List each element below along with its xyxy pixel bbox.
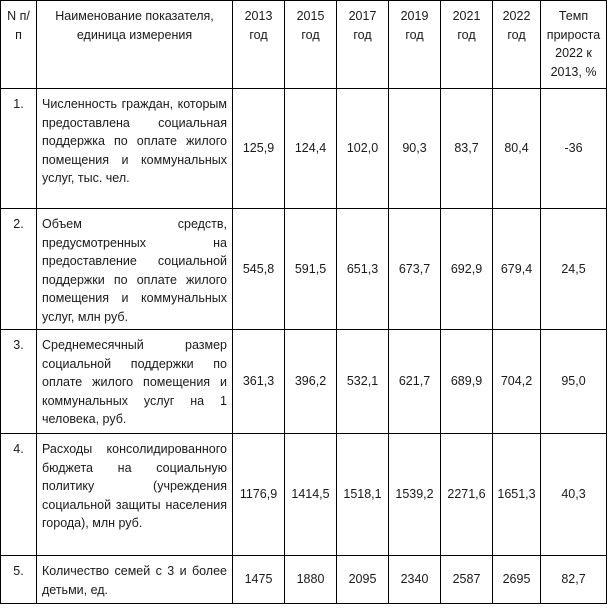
- header-growth: Темп прироста 2022 к 2013, %: [541, 1, 607, 89]
- value-2019: 1539,2: [389, 434, 441, 556]
- row-number: 5.: [1, 556, 37, 604]
- value-2017: 651,3: [337, 209, 389, 330]
- header-2013: 2013 год: [233, 1, 285, 89]
- indicator-name: Численность граждан, которым предоставлена социальная поддержка по оплате жилого помещения и коммунальных услуг, тыс. чел.: [37, 89, 233, 209]
- header-2017: 2017 год: [337, 1, 389, 89]
- value-2021: 689,9: [441, 330, 493, 434]
- value-2017: 102,0: [337, 89, 389, 209]
- value-2013: 125,9: [233, 89, 285, 209]
- indicator-name: Количество семей с 3 и более детьми, ед.: [37, 556, 233, 604]
- value-2013: 1176,9: [233, 434, 285, 556]
- header-2021: 2021 год: [441, 1, 493, 89]
- row-number: 2.: [1, 209, 37, 330]
- value-2015: 1880: [285, 556, 337, 604]
- table-row: [1, 434, 607, 556]
- value-2019: 90,3: [389, 89, 441, 209]
- value-2019: 2340: [389, 556, 441, 604]
- row-number: 1.: [1, 89, 37, 209]
- value-2021: 692,9: [441, 209, 493, 330]
- value-2022: 1651,3: [493, 434, 541, 556]
- value-2019: 673,7: [389, 209, 441, 330]
- value-2022: 80,4: [493, 89, 541, 209]
- table-row: [1, 89, 607, 209]
- value-2021: 83,7: [441, 89, 493, 209]
- value-growth: 40,3: [541, 434, 607, 556]
- value-2017: 2095: [337, 556, 389, 604]
- value-growth: -36: [541, 89, 607, 209]
- table-row: [1, 330, 607, 434]
- value-2021: 2271,6: [441, 434, 493, 556]
- row-number: 4.: [1, 434, 37, 556]
- header-2019: 2019 год: [389, 1, 441, 89]
- table-row: [1, 209, 607, 330]
- value-2017: 532,1: [337, 330, 389, 434]
- header-name: Наименование показателя, единица измерения: [37, 1, 233, 89]
- value-growth: 82,7: [541, 556, 607, 604]
- value-2015: 1414,5: [285, 434, 337, 556]
- value-2017: 1518,1: [337, 434, 389, 556]
- header-2015: 2015 год: [285, 1, 337, 89]
- value-2015: 591,5: [285, 209, 337, 330]
- value-2022: 679,4: [493, 209, 541, 330]
- table-row: [1, 556, 607, 604]
- header-num: N п/п: [1, 1, 37, 89]
- value-2013: 361,3: [233, 330, 285, 434]
- indicator-name: Среднемесячный размер социальной поддержки по оплате жилого помещения и коммунальных услуг на 1 человека, руб.: [37, 330, 233, 434]
- value-2015: 396,2: [285, 330, 337, 434]
- value-2013: 1475: [233, 556, 285, 604]
- value-2015: 124,4: [285, 89, 337, 209]
- value-growth: 24,5: [541, 209, 607, 330]
- value-2019: 621,7: [389, 330, 441, 434]
- value-2021: 2587: [441, 556, 493, 604]
- value-growth: 95,0: [541, 330, 607, 434]
- value-2022: 2695: [493, 556, 541, 604]
- indicator-name: Объем средств, предусмотренных на предоставление социальной поддержки по оплате жилого помещения и коммунальных услуг, млн руб.: [37, 209, 233, 330]
- value-2022: 704,2: [493, 330, 541, 434]
- indicator-name: Расходы консолидированного бюджета на социальную политику (учреждения социальной защиты населения города), млн руб.: [37, 434, 233, 556]
- header-row: [1, 1, 607, 89]
- header-2022: 2022 год: [493, 1, 541, 89]
- row-number: 3.: [1, 330, 37, 434]
- value-2013: 545,8: [233, 209, 285, 330]
